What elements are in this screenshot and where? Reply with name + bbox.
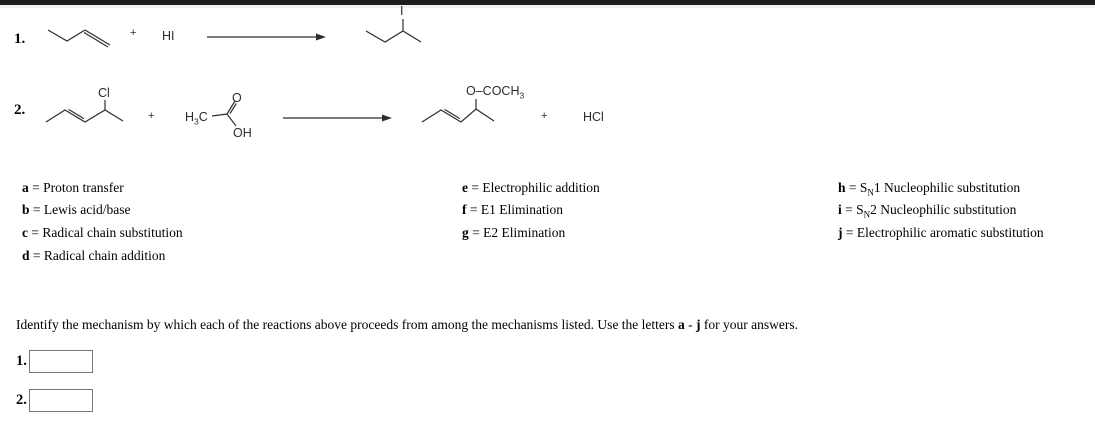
reaction-1-reagent-label: HI (162, 29, 175, 43)
butene-structure (44, 24, 116, 51)
reaction-2-number: 2. (14, 102, 26, 118)
hcl-byproduct-label: HCl (583, 110, 604, 124)
mechanism-item-e (462, 180, 600, 196)
instruction-letter-a: a (678, 317, 685, 332)
instruction-part: Identify the mechanism by which each of the reactions above proceeds from among the mechanisms listed. Use the letters (16, 317, 679, 332)
mechanism-item-c (22, 225, 183, 241)
ester-text: O–COCH (466, 84, 520, 98)
mechanism-item-g (462, 225, 565, 241)
methyl-group-label (185, 110, 208, 127)
reaction-2-plus-sign-2: + (541, 110, 548, 122)
mechanism-letter: f (462, 202, 467, 217)
mechanism-item-d (22, 248, 165, 264)
reaction-2-arrow-icon (283, 112, 393, 124)
mechanism-letter: c (22, 225, 28, 240)
mechanism-text: S (859, 180, 868, 195)
reaction-1-arrow-icon (207, 31, 327, 43)
mechanism-sep: = (468, 180, 483, 195)
reaction-2-plus-sign: + (148, 110, 155, 122)
methyl-sub: 3 (194, 116, 199, 127)
instruction-part: - (684, 317, 697, 332)
hydroxyl-label: OH (233, 126, 252, 140)
mechanism-subscript: N (867, 187, 874, 198)
instruction-text (16, 317, 798, 333)
mechanism-letter: h (838, 180, 846, 195)
mechanism-item-i (838, 202, 1016, 220)
mechanism-sep: = (29, 248, 44, 263)
mechanism-item-f (462, 202, 563, 218)
mechanism-item-b (22, 202, 130, 218)
mechanism-item-j (838, 225, 1044, 241)
mechanism-sep: = (28, 225, 43, 240)
mechanism-letter: i (838, 202, 842, 217)
instruction-part: for your answers. (700, 317, 799, 332)
mechanism-subscript: N (863, 209, 871, 220)
mechanism-text: Electrophilic aromatic substitution (856, 225, 1044, 240)
mechanism-text: Lewis acid/base (43, 202, 131, 217)
carbonyl-oxygen-label: O (232, 91, 242, 105)
answer-2-input[interactable] (29, 389, 93, 412)
mechanism-text: 1 Nucleophilic substitution (873, 180, 1021, 195)
mechanism-letter: e (462, 180, 468, 195)
chlorine-atom-label: Cl (98, 86, 110, 100)
answer-1-input[interactable] (29, 350, 93, 373)
mechanism-sep: = (466, 202, 481, 217)
mechanism-text: 2 Nucleophilic substitution (870, 202, 1017, 217)
reaction-1-plus-sign: + (130, 27, 137, 39)
methyl-h: H (185, 110, 195, 124)
reaction-1-number: 1. (14, 31, 26, 47)
answer-2-label: 2. (16, 392, 27, 408)
iodine-atom-label: I (400, 4, 404, 18)
iodobutane-structure (358, 10, 430, 46)
mechanism-text: S (856, 202, 864, 217)
ester-group-label (466, 84, 524, 101)
mechanism-text: E2 Elimination (483, 225, 566, 240)
mechanism-sep: = (841, 202, 857, 217)
mechanism-text: Proton transfer (43, 180, 124, 195)
mechanism-item-h (838, 180, 1020, 198)
chloropentene-structure (42, 95, 128, 129)
mechanism-text: E1 Elimination (480, 202, 563, 217)
mechanism-sep: = (842, 225, 857, 240)
mechanism-text: Electrophilic addition (482, 180, 600, 195)
mechanism-item-a (22, 180, 124, 196)
mechanism-sep: = (845, 180, 860, 195)
mechanism-sep: = (28, 180, 44, 195)
top-gray-strip (0, 5, 1095, 8)
mechanism-letter: j (838, 225, 843, 240)
mechanism-letter: d (22, 248, 30, 263)
ester-sub: 3 (519, 90, 525, 101)
answer-1-label: 1. (16, 353, 27, 369)
mechanism-text: Radical chain substitution (42, 225, 183, 240)
mechanism-letter: g (462, 225, 469, 240)
methyl-c: C (198, 110, 208, 124)
mechanism-text: Radical chain addition (43, 248, 166, 263)
mechanism-sep: = (29, 202, 44, 217)
mechanism-letter: a (22, 180, 29, 195)
mechanism-letter: b (22, 202, 30, 217)
mechanism-sep: = (468, 225, 484, 240)
instruction-letter-j: j (696, 317, 701, 332)
